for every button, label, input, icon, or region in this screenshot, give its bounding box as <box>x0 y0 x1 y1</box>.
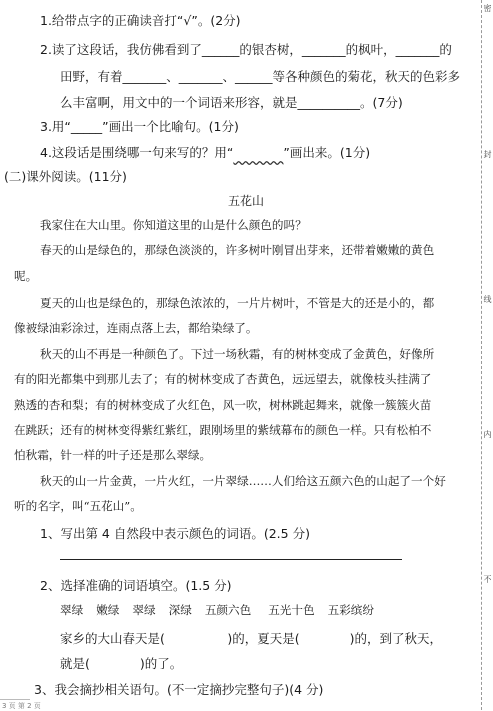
question-4 <box>40 143 370 161</box>
passage-para-5-line-2: 听的名字，叫“五花山”。 <box>14 499 142 513</box>
word-bank-item: 五光十色 <box>268 603 315 617</box>
binding-label: 不 <box>483 575 492 583</box>
passage-para-2-line-2: 呢。 <box>14 269 38 283</box>
binding-label: 内 <box>483 430 492 438</box>
passage-title: 五花山 <box>228 194 265 208</box>
passage-para-4-line-4: 在跳跃；还有的树林变得紫红紫红，跟刚场里的紫绒幕布的颜色一样。只有松柏不 <box>14 423 432 437</box>
passage-para-2-line-1: 春天的山是绿色的，那绿色淡淡的，许多树叶刚冒出芽来，还带着嫩嫩的黄色 <box>40 243 435 257</box>
page-footer: 3 页 第 2 页 <box>2 702 41 710</box>
question-3-blank: _____ <box>70 119 103 134</box>
word-bank <box>60 602 374 618</box>
word-bank-item: 深绿 <box>168 603 192 617</box>
question-3-prefix: 3.用“ <box>40 119 71 134</box>
binding-label: 线 <box>483 295 492 303</box>
exercise-1: 1、写出第 4 自然段中表示颜色的词语。(2.5 分) <box>40 526 310 541</box>
exercise-2-fill-line-1: 家乡的大山春天是( )的，夏天是( )的，到了秋天， <box>60 631 443 646</box>
question-2-line-1: 2.读了这段话，我仿佛看到了______的银杏树，_______的枫叶，_______的 <box>40 42 452 57</box>
passage-para-1: 我家住在大山里。你知道这里的山是什么颜色的吗？ <box>40 218 307 232</box>
passage-para-5-line-1: 秋天的山一片金黄，一片火红，一片翠绿……人们给这五颜六色的山起了一个好 <box>40 474 446 488</box>
question-3-suffix: ”画出一个比喻句。(1分) <box>102 119 239 134</box>
word-bank-item: 五颜六色 <box>204 603 252 617</box>
passage-para-3-line-1: 夏天的山也是绿色的，那绿色浓浓的，一片片树叶，不管是大的还是小的，都 <box>40 296 435 310</box>
binding-label: 封 <box>483 150 492 158</box>
exercise-2: 2、选择准确的词语填空。(1.5 分) <box>40 578 232 593</box>
passage-para-4-line-3: 熟透的杏和梨；有的树林变成了火红色，风一吹，树林跳起舞来，就像一簇簇火苗 <box>14 398 432 412</box>
word-bank-item: 翠绿 <box>132 603 156 617</box>
question-4-suffix: ”画出来。(1分) <box>283 145 371 160</box>
passage-para-4-line-5: 怕秋霜，针一样的叶子还是那么翠绿。 <box>14 448 212 462</box>
word-bank-item: 五彩缤纷 <box>327 603 374 617</box>
question-3 <box>40 117 239 135</box>
question-2-line-2: 田野，有着_______、_______、______等各种颜色的菊花，秋天的色彩多 <box>60 69 461 84</box>
exercise-3: 3、我会摘抄相关语句。(不一定摘抄完整句子)(4 分) <box>34 682 324 697</box>
word-bank-item: 翠绿 <box>60 603 84 617</box>
binding-label: 密 <box>483 4 492 12</box>
word-bank-item: 嫩绿 <box>96 603 120 617</box>
binding-margin <box>481 0 493 710</box>
section-heading: (二)课外阅读。(11分) <box>4 169 127 184</box>
exercise-2-fill-line-2: 就是( )的了。 <box>60 656 183 671</box>
passage-para-3-line-2: 像被绿油彩涂过，连雨点落上去，都给染绿了。 <box>14 321 258 335</box>
question-1: 1.给带点字的正确读音打“√”。(2分) <box>40 13 241 28</box>
question-4-wavy-mark <box>233 145 283 160</box>
question-2-line-3: 么丰富啊，用文中的一个词语来形容，就是__________。(7分) <box>60 95 403 110</box>
passage-para-4-line-2: 有的阳光都集中到那儿去了；有的树林变成了杏黄色，远远望去，就像枝头挂满了 <box>14 372 432 386</box>
question-4-prefix: 4.这段话是围绕哪一句来写的？用“ <box>40 145 234 160</box>
exercise-1-answer-line[interactable] <box>60 559 402 560</box>
passage-para-4-line-1: 秋天的山不再是一种颜色了。下过一场秋霜，有的树林变成了金黄色，好像所 <box>40 347 435 361</box>
